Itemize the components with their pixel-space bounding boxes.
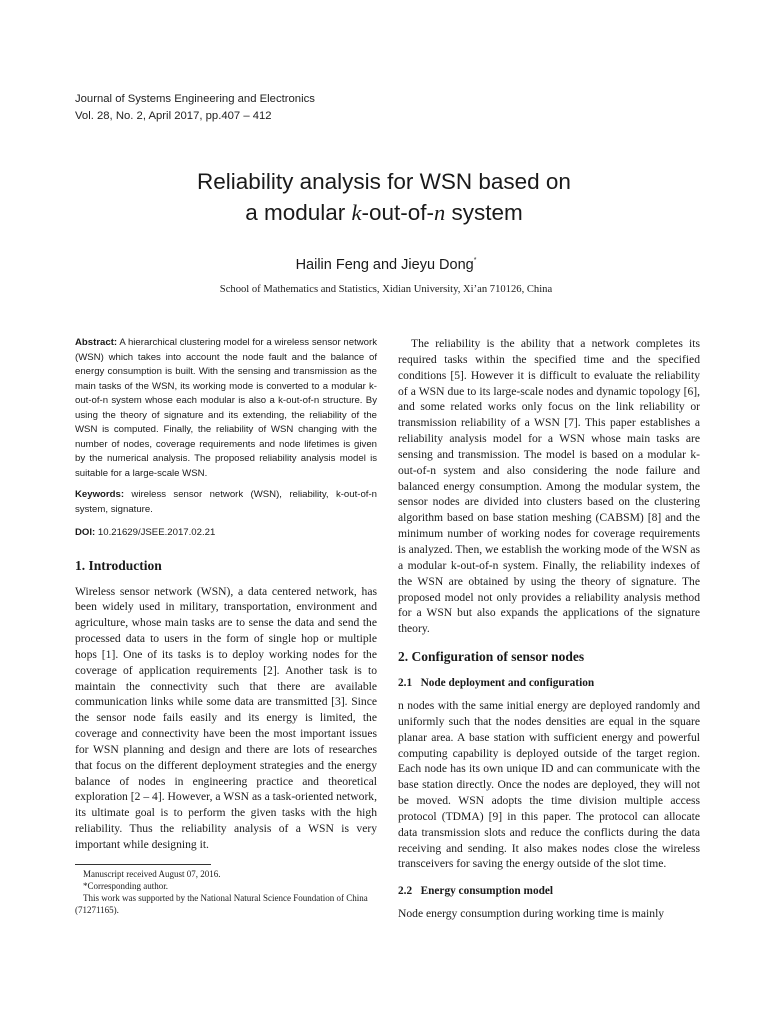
title-line-1: Reliability analysis for WSN based on <box>197 169 571 194</box>
intro-paragraph-continued: The reliability is the ability that a network completes its required tasks within the specified time and the specified conditions [5]. However it is difficult to evaluate the reliability of a WSN due to its large-scale nodes and dynamic topology [6], and some related works only focus on the link reliability or transmission reliability of a WSN [7]. This paper establishes a reliability analysis model for a WSN whose main tasks are sensing and transmission. The model is based on a modular k-out-of-n system and also considering the node failure and balanced energy consumption. Among the modular system, the sensor nodes are divided into clusters based on the clustering algorithm based on base station meshing (CABSM) [8] and the minimum number of working nodes for coverage requirements is analyzed. Then, we establish the working mode of the WSN as a modular k-out-of-n system. Finally, the reliability indexes of the WSN are obtained by using the theory of signature. The proposed model not only provides a reliability analysis method for a WSN but also expands the applications of the signature theory. <box>398 337 700 636</box>
paper-title <box>0 166 768 228</box>
journal-volume: Vol. 28, No. 2, April 2017, pp.407 – 412 <box>75 110 272 122</box>
section-heading-configuration: 2. Configuration of sensor nodes <box>398 649 585 665</box>
keywords: Keywords: wireless sensor network (WSN), reliability, k-out-of-n system, signature. <box>75 489 377 515</box>
footnote-corresponding: *Corresponding author. <box>83 881 168 892</box>
journal-name: Journal of Systems Engineering and Electronics <box>75 93 315 105</box>
node-deployment-paragraph: n nodes with the same initial energy are deployed randomly and uniformly such that the nodes densities are equal in the square planar area. A base station with sufficient energy and powerful computing capability is deployed outside of the target region. Each node has its own unique ID and can communicate with the base station directly. Once the nodes are deployed, they will not be moved. WSN adopts the time division multiple access protocol (TDMA) [9] in this paper. The protocol can allocate data transmission slots and reduce the conflicts during the data receiving and sending. It also makes nodes close the wireless transceivers for saving the energy outside of the slot time. <box>398 699 700 871</box>
intro-paragraph: Wireless sensor network (WSN), a data centered network, has been widely used in military, transportation, environment and agriculture, whose main tasks are to sense the data and send the processed data to users in the form of single hop or multiple hops [1]. One of its tasks is to deploy working nodes for the coverage of application requirements [2]. Another task is to maintain the connectivity such that there are available communication links while some data are transmitted [3]. Since the sensor node fails easily and its energy is limited, the coverage and connectivity have been the most important issues for WSN planning and design and there are lots of researches that focus on the different deployment strategies and the energy balance of nodes in engineering practice and theoretical exploration [2 – 4]. However, a WSN as a task-oriented network, its ultimate goal is to perform the given tasks with the high reliability. Thus the reliability analysis of a WSN is very important while designing it. <box>75 584 377 851</box>
abstract: Abstract: A hierarchical clustering model for a wireless sensor network (WSN) which takes into account the node fault and the balance of energy consumption is built. With the sensing and transmission as the main tasks of the WSN, its working mode is converted to a modular k-out-of-n system whose each modular is also a k-out-of-n structure. By using the theory of signature and its extending, the reliability of the WSN is computed. Finally, the reliability of WSN changing with the number of nodes, coverage requirements and node lifetimes is given by the numerical analysis. The proposed reliability analysis model is suitable for a large-scale WSN. <box>75 337 377 479</box>
authors: Hailin Feng and Jieyu Dong* <box>295 257 477 273</box>
footnotes <box>75 868 377 917</box>
footnote-received: Manuscript received August 07, 2016. <box>83 868 221 879</box>
affiliation: School of Mathematics and Statistics, Xidian University, Xi’an 710126, China <box>219 284 553 295</box>
subsection-heading-node-deployment: 2.1 Node deployment and configuration <box>398 677 595 690</box>
footnote-funding: This work was supported by the National Natural Science Foundation of China (71271165). <box>75 893 368 916</box>
energy-model-paragraph: Node energy consumption during working time is mainly <box>398 907 665 921</box>
footnote-divider <box>75 864 211 865</box>
left-column <box>75 336 377 917</box>
section-heading-introduction: 1. Introduction <box>75 557 162 573</box>
subsection-heading-energy-model: 2.2 Energy consumption model <box>398 885 554 898</box>
title-line-2: a modular k-out-of-n system <box>245 200 523 225</box>
right-column <box>398 336 700 922</box>
corresponding-mark: * <box>473 257 477 264</box>
journal-header <box>75 91 315 125</box>
doi: DOI: 10.21629/JSEE.2017.02.21 <box>75 527 216 538</box>
